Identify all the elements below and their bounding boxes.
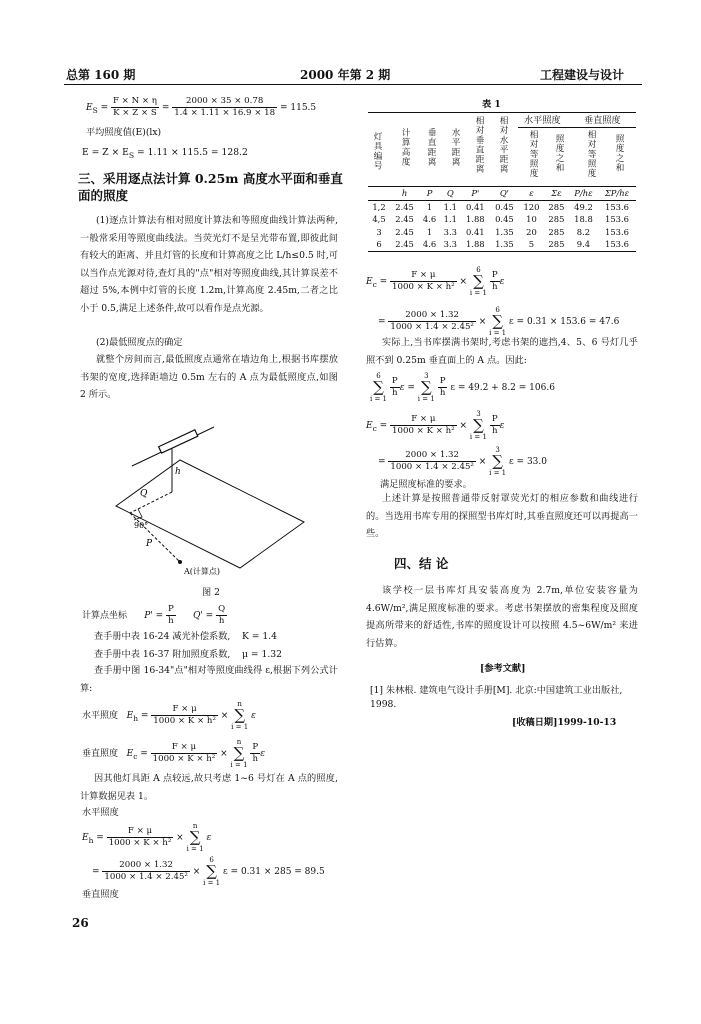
col-header-rel-horiz: 相对水平距离 [498, 116, 508, 174]
figure-2-caption: 图 2 [202, 587, 220, 598]
eps-line: 查手册中图 16-34"点"相对等照度曲线得 ε,根据下列公式计算: [80, 665, 338, 694]
meets-standard: 满足照度标准的要求。 [380, 479, 472, 490]
group-header-horizontal: 水平照度 [524, 115, 561, 126]
page-number: 26 [72, 916, 89, 930]
point-a-dot [178, 560, 182, 564]
para-note: 上述计算是按照普通带反射罩荧光灯的相应参数和曲线进行的。当选用书库专用的探照型书库灯时,其垂直照度还可以再提高一些。 [366, 493, 638, 540]
issue-number: 总第 160 期 [66, 68, 136, 82]
table-row: 6 2.45 4.6 3.3 1.88 1.35 5 285 9.4 153.6 [368, 238, 636, 251]
figure-2-diagram [104, 410, 334, 582]
para-reality: 实际上,当书库摆满书架时,考虑书架的遮挡,4、5、6 号灯几乎照不到 0.25m 垂直面上的 A 点。因此: [366, 337, 638, 366]
illum-label: 平均照度值(E)(lx) [86, 127, 162, 138]
col-header-horiz-dist: 水平距离 [450, 128, 460, 167]
header-rule [64, 84, 642, 85]
table-title: 表 1 [482, 99, 501, 110]
sub-header-h2: 照度之和 [554, 134, 564, 173]
journal-name: 工程建设与设计 [540, 68, 625, 82]
para-conclusion: 该学校一层书库灯具安装高度为 2.7m,单位安装容量为 4.6W/m²,满足照度标准的要求。考虑书架摆放的密集程度及照度提高所带来的舒适性,书库的照度设计可以按照 4.5~6W/m² 来进行估算。 [366, 585, 638, 649]
sub-header-v1: 相对等照度 [586, 130, 596, 178]
section4-title: 四、结 论 [394, 556, 449, 571]
label-h: h [175, 467, 181, 477]
floor-plane [116, 460, 304, 568]
table-1 [368, 187, 636, 252]
col-header-calc-height: 计算高度 [400, 128, 410, 167]
eq-horizontal-calc: $E_h$ = $\frac{F \times \mu}{\text{1000 × K × h²}}$ × n ∑ i = 1 ε [82, 822, 212, 853]
table-row: 3 2.45 1 3.3 0.41 1.35 20 285 8.2 153.6 [376, 226, 629, 237]
col-header-rel-vert: 相对垂直距离 [474, 116, 484, 174]
col-header-vert-dist: 垂直距离 [426, 128, 436, 167]
para-point-method: (1)逐点计算法有相对照度计算法和等照度曲线计算法两种,一般常采用等照度曲线法。当荧光灯不是呈光带布置,即彼此间有较大的距离、并且灯管的长度和计算高度之比 L/h≤0.5 时,可以当作点光源对待,查灯具的"点"相对等照度曲线,其计算误差不超过 5%,本例中灯管的长度 1.2m,计算高度 2.45m,二者之比小于 0.5,满足上述条件,故可以看作是点光源。 [80, 215, 338, 314]
eq-horizontal-result: = $\frac{2000 \times 1.32}{\text{1000 × 1.4 × 2.45²}}$ × 6 ∑ i = 1 ε = 0.31 × 285 = 89.5 [92, 856, 325, 887]
para-min-point: 就整个房间而言,最低照度点通常在墙边角上,根据书库摆放书架的宽度,选择距墙边 0.5m 左右的 A 点为最低照度点,如图 2 所示。 [80, 354, 338, 401]
eq-vertical-general: 垂直照度 $E_c$ = $\frac{F \times \mu}{\text{1000 × K × h²}}$ × n ∑ i = 1 $\frac{P}{h}$ ε [82, 738, 266, 769]
label-point-a: A(计算点) [184, 567, 221, 576]
table-row: 4,5 2.45 4.6 1.1 1.88 0.45 10 285 18.8 153.6 [372, 214, 629, 225]
references-title: [参考文献] [480, 663, 526, 674]
mu-line: 查手册中表 16-37 附加照度系数, μ = 1.32 [94, 649, 282, 660]
eq-vertical-calc: $E_c$ = $\frac{F \times \mu}{\text{1000 × K × h²}}$ × 6 ∑ i = 1 $\frac{P}{h}$ ε [366, 266, 505, 297]
col-header-lamp-no: 灯具编号 [372, 132, 382, 171]
vert-label-2: 垂直照度 [82, 889, 119, 900]
eq-horizontal-general: 水平照度 $E_h$ = $\frac{F \times \mu}{\text{1000 × K × h²}}$ × n ∑ i = 1 ε [82, 700, 256, 731]
eq-vertical-result-1: = $\frac{2000 \times 1.32}{\text{1000 × 1.4 × 2.45²}}$ × 6 ∑ i = 1 ε = 0.31 × 153.6 = 47.6 [378, 306, 620, 337]
horiz-label-2: 水平照度 [82, 807, 119, 818]
group-header-vertical: 垂直照度 [584, 115, 621, 126]
k-line: 查手册中表 16-24 减光补偿系数, K = 1.4 [94, 631, 278, 642]
eq-sum-reduced: 6 ∑ i = 1 $\frac{P}{h}$ ε = 3 ∑ i = 1 $\frac{P}{h}$ ε = 49.2 + 8.2 = 106.6 [370, 372, 555, 403]
table-symbol-row: h P Q P' Q' ε Σε P/hε ΣP/hε [401, 188, 630, 199]
eq-vertical-result-2: = $\frac{2000 \times 1.32}{\text{1000 × 1.4 × 2.45²}}$ × 3 ∑ i = 1 ε = 33.0 [378, 446, 547, 477]
table-header [368, 114, 636, 186]
eq-vertical-calc-2: $E_c$ = $\frac{F \times \mu}{\text{1000 × K × h²}}$ × 3 ∑ i = 1 $\frac{P}{h}$ ε [366, 410, 505, 441]
table-row: 1,2 2.45 1 1.1 0.41 0.45 120 285 49.2 153.6 [368, 200, 636, 213]
q-line [130, 492, 172, 513]
label-p: P [146, 539, 153, 549]
para-min-point-heading: (2)最低照度点的确定 [96, 337, 183, 348]
section3-title: 三、采用逐点法计算 0.25m 高度水平面和垂直面的照度 [78, 171, 343, 203]
year-issue: 2000 年第 2 期 [300, 68, 391, 82]
received-date: [收稿日期]1999-10-13 [512, 717, 617, 728]
eq-e: $E = Z \times E_S = 1.11 \times 115.5 = 128.2$ [82, 147, 248, 160]
sub-header-h1: 相对等照度 [528, 130, 538, 178]
coord-line: 计算点坐标 P' = $\frac{P}{h}$ Q' = $\frac{Q}{h}$ [82, 604, 226, 626]
para-other-lamps: 因其他灯具距 A 点较远,故只考虑 1~6 号灯在 A 点的照度,计算数据见表 1。 [80, 773, 338, 802]
reference-1: [1] 朱林根. 建筑电气设计手册[M]. 北京:中国建筑工业出版社, 1998. [370, 685, 623, 710]
lamp-tube [159, 430, 198, 453]
label-q: Q [140, 489, 148, 499]
label-angle: 90° [134, 521, 149, 530]
table-top-rule [368, 112, 636, 113]
eq-es: $E_S$ = $\frac{F \times N \times \eta}{K \times Z \times S}$ = $\frac{2000 \times 35 \times 0.78}{1.4 \times 1.11 \times 16.9 \times 18}$ = 115.5 [86, 96, 317, 118]
sub-header-v2: 照度之和 [614, 134, 624, 173]
